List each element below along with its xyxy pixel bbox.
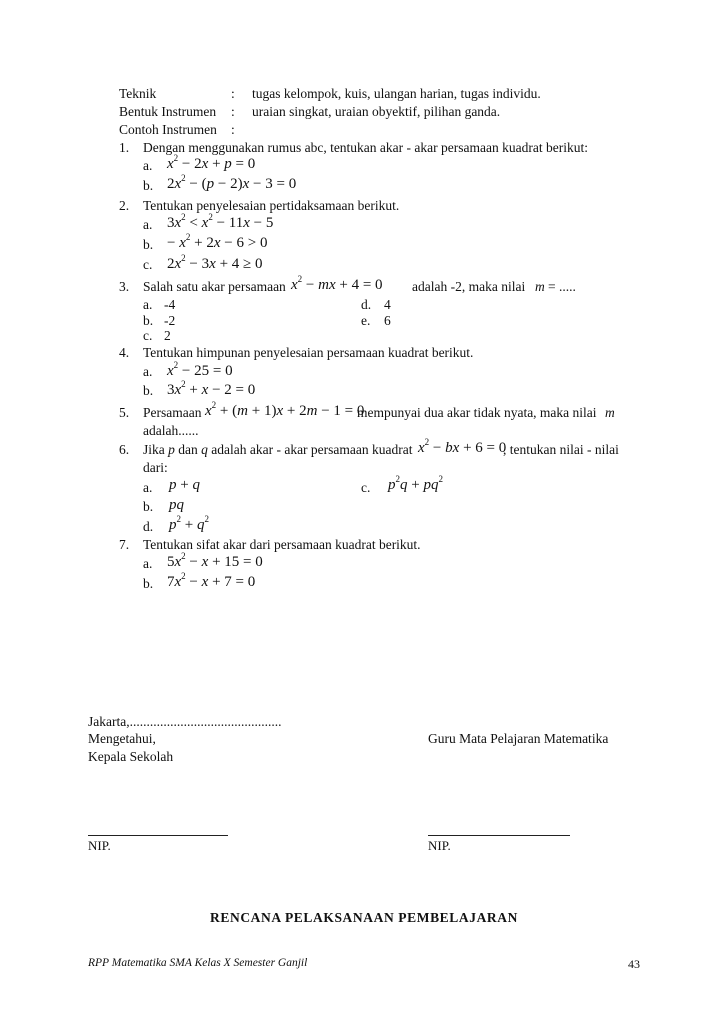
contoh-label: Contoh Instrumen xyxy=(119,122,217,137)
q5-equation: $x^2 + (m + 1)x + 2m - 1 = 0$ xyxy=(205,400,365,419)
q3-text-after: adalah -2, maka nilai xyxy=(412,279,526,294)
q7-number: 7. xyxy=(119,537,130,552)
q3-option-a: -4 xyxy=(164,297,176,312)
q3-number: 3. xyxy=(119,279,130,294)
q1-text: Dengan menggunakan rumus abc, tentukan akar - akar persamaan kuadrat berikut: xyxy=(143,140,588,155)
guru-label: Guru Mata Pelajaran Matematika xyxy=(428,731,609,746)
q7-b-equation: $7x^2 - x + 7 = 0$ xyxy=(167,571,256,590)
bentuk-label: Bentuk Instrumen xyxy=(119,104,217,119)
q6-equation: $x^2$ − bx + 6 = 0 xyxy=(418,437,507,456)
q6-d-expression: $p^2 + q^2$ xyxy=(169,514,209,533)
place-date: Jakarta,............................................. xyxy=(88,714,282,729)
q6-line2: dari: xyxy=(143,460,168,475)
q2-c-inequality: $2x^2 - 3x + 4 \ge 0$ xyxy=(167,253,263,272)
q6-b-expression: pq xyxy=(169,497,184,513)
q6-b-letter: b. xyxy=(143,499,154,514)
signature-line-right xyxy=(428,835,570,836)
q5-number: 5. xyxy=(119,405,130,420)
q3-m: m xyxy=(535,279,545,294)
q6-p: p xyxy=(168,442,175,457)
q3-option-b-letter: b. xyxy=(143,313,154,328)
q6-d-letter: d. xyxy=(143,519,154,534)
q3-option-b: -2 xyxy=(164,313,176,328)
q3-option-d-letter: d. xyxy=(361,297,372,312)
q2-number: 2. xyxy=(119,198,130,213)
q3-option-e-letter: e. xyxy=(361,313,371,328)
q3-text-before: Salah satu akar persamaan xyxy=(143,279,286,294)
q4-a-equation: $x^2 - 25 = 0$ xyxy=(167,360,233,379)
q4-b-equation: $3x^2 + x - 2 = 0$ xyxy=(167,379,256,398)
q6-text xyxy=(143,442,413,458)
q3-option-a-letter: a. xyxy=(143,297,153,312)
q1-a-equation: $x^2 - 2x + p = 0$ xyxy=(167,153,256,172)
mengetahui-label: Mengetahui, xyxy=(88,731,156,746)
bentuk-value: uraian singkat, uraian obyektif, pilihan ganda. xyxy=(252,104,501,119)
bentuk-colon: : xyxy=(231,104,235,119)
q7-a-letter: a. xyxy=(143,556,153,571)
q6-c-expression: $p^2q + pq^2$ xyxy=(388,474,443,493)
q2-b-letter: b. xyxy=(143,237,154,252)
q4-text: Tentukan himpunan penyelesaian persamaan kuadrat berikut. xyxy=(143,345,474,360)
q6-text-3: adalah akar - akar persamaan kuadrat xyxy=(211,442,413,457)
teknik-label: Teknik xyxy=(119,86,157,101)
page-number: 43 xyxy=(628,957,640,971)
q6-a-letter: a. xyxy=(143,480,153,495)
q2-text: Tentukan penyelesaian pertidaksamaan berikut. xyxy=(143,198,400,213)
q6-number: 6. xyxy=(119,442,130,457)
teknik-colon: : xyxy=(231,86,235,101)
q1-a-letter: a. xyxy=(143,158,153,173)
q2-a-letter: a. xyxy=(143,217,153,232)
q3-equation: $x^2$ − mx + 4 = 0 xyxy=(291,274,383,293)
nip-left: NIP. xyxy=(88,838,111,853)
q4-b-letter: b. xyxy=(143,383,154,398)
q7-text: Tentukan sifat akar dari persamaan kuadrat berikut. xyxy=(143,537,421,552)
q1-number: 1. xyxy=(119,140,130,155)
q4-a-letter: a. xyxy=(143,364,153,379)
q3-option-e: 6 xyxy=(384,313,391,328)
q7-a-equation: $5x^2 - x + 15 = 0$ xyxy=(167,551,263,570)
q5-line2: adalah...... xyxy=(143,423,199,438)
q6-text-4: , tentukan nilai - nilai xyxy=(503,442,619,457)
kepala-label: Kepala Sekolah xyxy=(88,749,174,764)
page-heading: RENCANA PELAKSANAAN PEMBELAJARAN xyxy=(210,910,518,925)
q2-a-inequality: $3x^2 < x^2 - 11x - 5$ xyxy=(167,212,274,231)
q6-q: q xyxy=(201,442,208,457)
q2-b-inequality: − $x^2 + 2x - 6 > 0$ xyxy=(167,232,268,251)
q6-text-2: dan xyxy=(178,442,198,457)
q1-b-letter: b. xyxy=(143,178,154,193)
contoh-colon: : xyxy=(231,122,235,137)
q4-number: 4. xyxy=(119,345,130,360)
q3-text-end: = ..... xyxy=(548,279,576,294)
nip-right: NIP. xyxy=(428,838,451,853)
q3-option-d: 4 xyxy=(384,297,391,312)
footer-text: RPP Matematika SMA Kelas X Semester Ganjil xyxy=(88,957,308,969)
q5-text-before: Persamaan xyxy=(143,405,202,420)
q3-option-c: 2 xyxy=(164,328,171,343)
q3-option-c-letter: c. xyxy=(143,328,153,343)
q7-b-letter: b. xyxy=(143,576,154,591)
q6-text-1: Jika xyxy=(143,442,165,457)
teknik-value: tugas kelompok, kuis, ulangan harian, tugas individu. xyxy=(252,86,541,101)
q6-c-letter: c. xyxy=(361,480,371,495)
q1-b-equation: $2x^2 - (p - 2)x - 3 = 0$ xyxy=(167,173,297,192)
q6-a-expression: p + q xyxy=(169,477,200,493)
signature-line-left xyxy=(88,835,228,836)
q5-text-after: mempunyai dua akar tidak nyata, maka nilai xyxy=(357,405,597,420)
q2-c-letter: c. xyxy=(143,257,153,272)
q5-m: m xyxy=(605,405,615,420)
